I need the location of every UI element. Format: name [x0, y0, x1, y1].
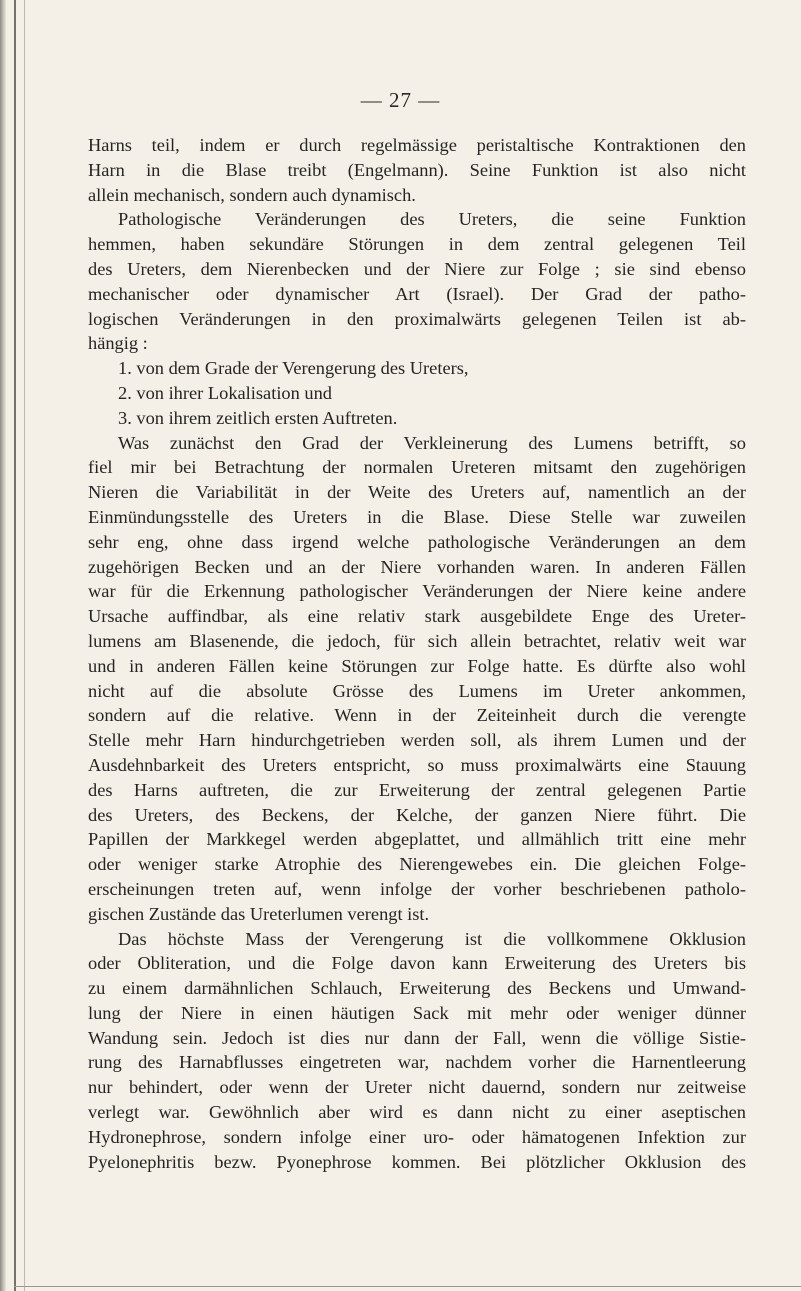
page-bottom-edge — [14, 1286, 801, 1287]
text-line: und in anderen Fällen keine Störungen zur Folge hatte. Es dürfte also wohl — [88, 655, 746, 676]
text-line: rung des Harnabflusses eingetreten war, nachdem vorher die Harnentleerung — [88, 1052, 746, 1073]
text-line: Pathologische Veränderungen des Ureters, die seine Funktion — [118, 209, 746, 230]
text-line: 3. von ihrem zeitlich ersten Auftreten. — [118, 407, 398, 428]
text-line: sehr eng, ohne dass irgend welche pathologische Veränderungen an dem — [88, 531, 746, 552]
text-line: fiel mir bei Betrachtung der normalen Ureteren mitsamt den zugehörigen — [88, 457, 746, 478]
text-line: Harns teil, indem er durch regelmässige peristaltische Kontraktionen den — [88, 135, 746, 155]
text-line: nicht auf die absolute Grösse des Lumens im Ureter ankommen, — [88, 680, 746, 701]
text-line: erscheinungen treten auf, wenn infolge der vorher beschriebenen patholo- — [88, 878, 746, 899]
page-binding-shadow — [0, 0, 6, 1291]
text-line: sondern auf die relative. Wenn in der Zeiteinheit durch die verengte — [88, 705, 746, 726]
text-line: Wandung sein. Jedoch ist dies nur dann der Fall, wenn die völlige Sistie- — [88, 1027, 746, 1048]
text-line: Ursache auffindbar, als eine relativ stark ausgebildete Enge des Ureter- — [88, 606, 746, 627]
text-line: Was zunächst den Grad der Verkleinerung des Lumens betrifft, so — [118, 432, 746, 453]
text-line: oder weniger starke Atrophie des Nierengewebes ein. Die gleichen Folge- — [88, 854, 746, 875]
text-line: allein mechanisch, sondern auch dynamisch. — [88, 184, 416, 205]
text-line: des Harns auftreten, die zur Erweiterung der zentral gelegenen Partie — [88, 779, 746, 800]
text-line: zugehörigen Becken und an der Niere vorhanden waren. In anderen Fällen — [88, 556, 746, 577]
text-line: Einmündungsstelle des Ureters in die Blase. Diese Stelle war zuweilen — [88, 506, 746, 527]
text-line: Nieren die Variabilität in der Weite des Ureters auf, namentlich an der — [88, 482, 746, 503]
body-text — [88, 133, 746, 1174]
text-line: nur behindert, oder wenn der Ureter nicht dauernd, sondern nur zeitweise — [88, 1077, 746, 1098]
text-line: oder Obliteration, und die Folge davon kann Erweiterung des Ureters bis — [88, 953, 746, 974]
text-line: mechanischer oder dynamischer Art (Israel). Der Grad der patho- — [88, 283, 746, 304]
text-line: gischen Zustände das Ureterlumen verengt ist. — [88, 903, 430, 924]
text-line: Pyelonephritis bezw. Pyonephrose kommen. Bei plötzlicher Okklusion des — [88, 1151, 746, 1172]
text-line: logischen Veränderungen in den proximalwärts gelegenen Teilen ist ab- — [88, 308, 746, 329]
text-line: lumens am Blasenende, die jedoch, für sich allein betrachtet, relativ weit war — [88, 630, 746, 651]
text-line: Harn in die Blase treibt (Engelmann). Seine Funktion ist also nicht — [88, 159, 746, 180]
text-line: des Ureters, dem Nierenbecken und der Niere zur Folge ; sie sind ebenso — [88, 258, 746, 279]
page-edge-line — [14, 0, 16, 1291]
text-line: 2. von ihrer Lokalisation und — [118, 382, 333, 403]
text-line: Hydronephrose, sondern infolge einer uro- oder hämatogenen Infektion zur — [88, 1126, 746, 1147]
page-edge-line-inner — [24, 0, 25, 1291]
text-line: 1. von dem Grade der Verengerung des Ureters, — [118, 358, 469, 379]
text-line: Papillen der Markkegel werden abgeplattet, und allmählich tritt eine mehr — [88, 829, 746, 850]
text-line: Das höchste Mass der Verengerung ist die vollkommene Okklusion — [118, 928, 746, 949]
text-line: lung der Niere in einen häutigen Sack mit mehr oder weniger dünner — [88, 1002, 746, 1023]
text-line: verlegt war. Gewöhnlich aber wird es dann nicht zu einer aseptischen — [88, 1102, 746, 1123]
page-number: — 27 — — [360, 88, 441, 112]
text-line: hemmen, haben sekundäre Störungen in dem zentral gelegenen Teil — [88, 234, 746, 255]
text-line: hängig : — [88, 333, 148, 354]
text-line: Ausdehnbarkeit des Ureters entspricht, so muss proximalwärts eine Stauung — [88, 754, 746, 775]
text-line: war für die Erkennung pathologischer Veränderungen der Niere keine andere — [88, 581, 746, 602]
text-line: zu einem darmähnlichen Schlauch, Erweiterung des Beckens und Umwand- — [88, 978, 746, 999]
text-line: Stelle mehr Harn hindurchgetrieben werden soll, als ihrem Lumen und der — [88, 730, 746, 751]
text-line: des Ureters, des Beckens, der Kelche, der ganzen Niere führt. Die — [88, 804, 746, 825]
